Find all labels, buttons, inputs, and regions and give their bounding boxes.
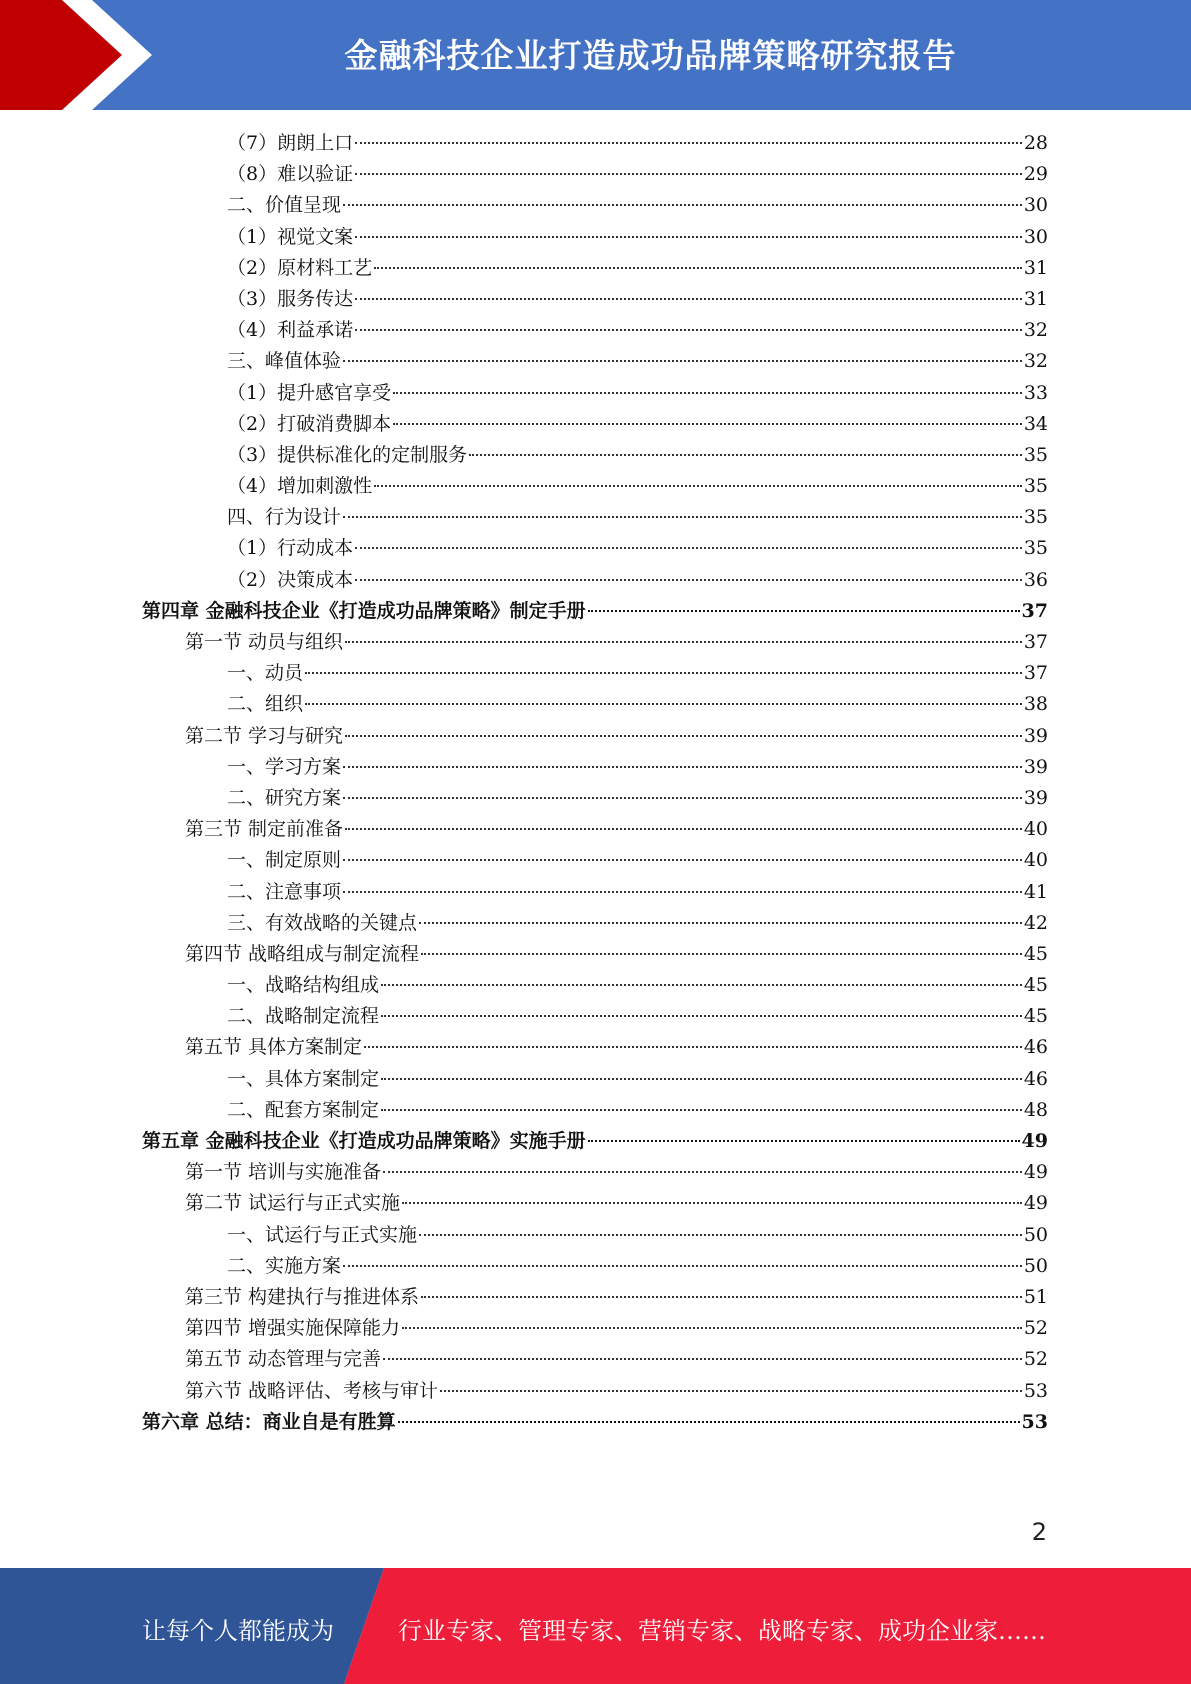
toc-entry-page: 38 — [1023, 693, 1048, 716]
toc-entry[interactable] — [142, 440, 1048, 471]
toc-entry[interactable] — [142, 658, 1048, 689]
toc-dot-leader — [343, 204, 1022, 206]
toc-entry[interactable] — [142, 721, 1048, 752]
toc-entry-label: （1）行动成本 — [227, 537, 354, 560]
toc-dot-leader — [374, 267, 1022, 269]
toc-entry-label: 第二节 试运行与正式实施 — [185, 1192, 401, 1215]
toc-dot-leader — [355, 579, 1022, 581]
toc-entry-page: 35 — [1023, 443, 1048, 466]
toc-entry-label: （7）朗朗上口 — [227, 132, 354, 154]
toc-dot-leader — [381, 1109, 1022, 1111]
toc-dot-leader — [469, 454, 1022, 456]
toc-entry-label: 一、具体方案制定 — [227, 1067, 380, 1090]
toc-dot-leader — [343, 797, 1022, 799]
toc-entry[interactable] — [142, 1313, 1048, 1344]
toc-entry-page: 30 — [1023, 225, 1048, 248]
toc-entry[interactable] — [142, 970, 1048, 1001]
toc-entry-page: 49 — [1021, 1130, 1048, 1152]
toc-entry[interactable] — [142, 845, 1048, 876]
toc-entry-page: 35 — [1023, 506, 1048, 529]
toc-entry-page: 31 — [1023, 256, 1048, 279]
toc-entry-label: 第五节 具体方案制定 — [185, 1036, 363, 1059]
toc-entry[interactable] — [142, 814, 1048, 845]
toc-entry[interactable] — [142, 284, 1048, 315]
toc-dot-leader — [588, 1140, 1020, 1142]
document-title: 金融科技企业打造成功品牌策略研究报告 — [344, 36, 957, 75]
toc-dot-leader — [345, 828, 1022, 830]
toc-entry[interactable] — [142, 1032, 1048, 1063]
toc-entry-page: 36 — [1023, 568, 1048, 591]
toc-entry[interactable] — [142, 1188, 1048, 1219]
toc-entry[interactable] — [142, 1251, 1048, 1282]
toc-entry-page: 51 — [1023, 1285, 1048, 1308]
toc-dot-leader — [343, 360, 1022, 362]
toc-dot-leader — [374, 485, 1022, 487]
toc-entry[interactable] — [142, 908, 1048, 939]
toc-dot-leader — [355, 547, 1022, 549]
toc-entry-page: 45 — [1023, 1005, 1048, 1028]
toc-entry[interactable] — [142, 1376, 1048, 1407]
toc-entry-label: 三、有效战略的关键点 — [227, 911, 418, 934]
toc-entry-page: 37 — [1023, 631, 1048, 653]
toc-entry-label: 二、配套方案制定 — [227, 1098, 380, 1121]
toc-dot-leader — [305, 672, 1022, 674]
toc-dot-leader — [355, 329, 1022, 331]
toc-entry-page: 28 — [1023, 132, 1048, 154]
toc-entry[interactable] — [142, 502, 1048, 533]
toc-dot-leader — [381, 1078, 1022, 1080]
toc-entry-page: 31 — [1023, 287, 1048, 310]
toc-entry-label: 第三节 构建执行与推进体系 — [185, 1285, 420, 1308]
toc-entry-label: 二、价值呈现 — [227, 194, 342, 217]
toc-dot-leader — [419, 1234, 1022, 1236]
toc-entry[interactable] — [142, 222, 1048, 253]
toc-entry[interactable] — [142, 1282, 1048, 1313]
toc-entry-page: 32 — [1023, 350, 1048, 373]
toc-entry-page: 39 — [1023, 786, 1048, 809]
toc-entry[interactable] — [142, 1064, 1048, 1095]
toc-entry-page: 40 — [1023, 849, 1048, 872]
toc-entry[interactable] — [142, 315, 1048, 346]
toc-entry-page: 45 — [1023, 974, 1048, 997]
toc-entry-label: 第四章 金融科技企业《打造成功品牌策略》制定手册 — [142, 599, 586, 622]
toc-entry-page: 52 — [1023, 1317, 1048, 1340]
toc-entry-page: 50 — [1023, 1223, 1048, 1246]
toc-entry[interactable] — [142, 346, 1048, 377]
toc-entry-label: 第四节 增强实施保障能力 — [185, 1317, 401, 1340]
toc-entry-label: 二、组织 — [227, 693, 304, 716]
toc-dot-leader — [343, 1265, 1022, 1267]
toc-entry[interactable] — [142, 190, 1048, 221]
toc-entry[interactable] — [142, 689, 1048, 720]
toc-dot-leader — [345, 735, 1022, 737]
toc-dot-leader — [393, 423, 1022, 425]
toc-entry-label: 二、注意事项 — [227, 880, 342, 903]
toc-entry-page: 39 — [1023, 755, 1048, 778]
toc-entry[interactable] — [142, 565, 1048, 596]
toc-entry-page: 37 — [1023, 662, 1048, 685]
toc-entry[interactable] — [142, 783, 1048, 814]
toc-entry-label: （4）利益承诺 — [227, 319, 354, 342]
toc-entry-label: 第五章 金融科技企业《打造成功品牌策略》实施手册 — [142, 1130, 586, 1152]
toc-entry-label: （3）提供标准化的定制服务 — [227, 443, 468, 466]
toc-entry-page: 52 — [1023, 1348, 1048, 1371]
toc-entry-label: 第二节 学习与研究 — [185, 724, 344, 747]
toc-entry-page: 49 — [1023, 1192, 1048, 1215]
toc-entry-page: 46 — [1023, 1036, 1048, 1059]
toc-entry-label: 第五节 动态管理与完善 — [185, 1348, 382, 1371]
toc-entry-page: 35 — [1023, 475, 1048, 498]
toc-entry-label: 一、动员 — [227, 662, 304, 685]
toc-entry-label: （1）视觉文案 — [227, 225, 354, 248]
toc-entry[interactable] — [142, 1344, 1048, 1375]
toc-entry-label: （4）增加刺激性 — [227, 475, 373, 498]
toc-entry-page: 49 — [1023, 1161, 1048, 1184]
toc-entry-page: 39 — [1023, 724, 1048, 747]
toc-entry[interactable] — [142, 533, 1048, 564]
toc-entry-label: （2）原材料工艺 — [227, 256, 373, 279]
toc-dot-leader — [343, 859, 1022, 861]
toc-entry-label: 一、学习方案 — [227, 755, 342, 778]
footer-slogan-right: 行业专家、管理专家、营销专家、战略专家、成功企业家…… — [398, 1617, 1046, 1645]
toc-entry-page: 40 — [1023, 818, 1048, 841]
page-footer — [0, 1568, 1191, 1684]
toc-entry-label: 一、制定原则 — [227, 849, 342, 872]
toc-entry-label: （2）打破消费脚本 — [227, 412, 392, 435]
page-header — [0, 0, 1191, 110]
toc-dot-leader — [402, 1327, 1022, 1329]
toc-dot-leader — [402, 1202, 1022, 1204]
toc-dot-leader — [419, 922, 1022, 924]
toc-entry-label: 一、试运行与正式实施 — [227, 1223, 418, 1246]
page-number: 2 — [1031, 1518, 1047, 1546]
toc-dot-leader — [343, 516, 1022, 518]
toc-entry-label: 第六章 总结：商业自是有胜算 — [142, 1410, 396, 1433]
toc-entry[interactable] — [142, 877, 1048, 908]
toc-entry[interactable] — [142, 471, 1048, 502]
toc-entry-page: 50 — [1023, 1254, 1048, 1277]
toc-entry-label: （2）决策成本 — [227, 568, 354, 591]
toc-entry-label: （3）服务传达 — [227, 287, 354, 310]
toc-entry-label: 二、战略制定流程 — [227, 1005, 380, 1028]
toc-entry-page: 32 — [1023, 319, 1048, 342]
toc-entry-label: 四、行为设计 — [227, 506, 342, 529]
footer-slogan-left: 让每个人都能成为 — [142, 1617, 334, 1645]
toc-dot-leader — [383, 1171, 1022, 1173]
toc-entry[interactable] — [142, 939, 1048, 970]
toc-entry-label: 第六节 战略评估、考核与审计 — [185, 1379, 439, 1402]
toc-dot-leader — [355, 142, 1022, 144]
toc-entry-page: 46 — [1023, 1067, 1048, 1090]
toc-dot-leader — [364, 1046, 1022, 1048]
toc-entry[interactable] — [142, 409, 1048, 440]
toc-dot-leader — [421, 953, 1022, 955]
toc-entry-page: 53 — [1023, 1379, 1048, 1402]
toc-entry-label: （1）提升感官享受 — [227, 381, 392, 404]
toc-entry[interactable] — [142, 752, 1048, 783]
toc-entry-label: 二、实施方案 — [227, 1254, 342, 1277]
toc-entry[interactable] — [142, 1407, 1048, 1438]
toc-dot-leader — [381, 984, 1022, 986]
toc-entry[interactable] — [142, 1001, 1048, 1032]
toc-entry-label: 三、峰值体验 — [227, 350, 342, 373]
toc-entry-page: 41 — [1023, 880, 1048, 903]
toc-dot-leader — [421, 1296, 1022, 1298]
toc-entry[interactable] — [142, 627, 1048, 658]
toc-dot-leader — [393, 392, 1022, 394]
toc-entry[interactable] — [142, 128, 1048, 159]
toc-dot-leader — [355, 298, 1022, 300]
toc-entry-page: 33 — [1023, 381, 1048, 404]
toc-entry-label: 第一节 培训与实施准备 — [185, 1161, 382, 1184]
toc-dot-leader — [383, 1358, 1022, 1360]
table-of-contents — [142, 128, 1048, 1438]
toc-entry-page: 45 — [1023, 942, 1048, 965]
toc-entry[interactable] — [142, 1126, 1048, 1157]
toc-dot-leader — [343, 891, 1022, 893]
toc-dot-leader — [398, 1421, 1020, 1423]
toc-dot-leader — [440, 1390, 1022, 1392]
toc-entry-label: 第一节 动员与组织 — [185, 631, 344, 653]
toc-entry[interactable] — [142, 1157, 1048, 1188]
toc-dot-leader — [345, 641, 1022, 643]
toc-entry-page: 30 — [1023, 194, 1048, 217]
toc-entry-page: 34 — [1023, 412, 1048, 435]
toc-entry-page: 35 — [1023, 537, 1048, 560]
toc-entry[interactable] — [142, 596, 1048, 627]
toc-entry-page: 42 — [1023, 911, 1048, 934]
toc-entry-page: 48 — [1023, 1098, 1048, 1121]
toc-entry[interactable] — [142, 253, 1048, 284]
toc-dot-leader — [305, 703, 1022, 705]
toc-entry-label: 第三节 制定前准备 — [185, 818, 344, 841]
toc-dot-leader — [588, 610, 1020, 612]
toc-dot-leader — [381, 1015, 1022, 1017]
toc-entry-label: 第四节 战略组成与制定流程 — [185, 942, 420, 965]
toc-entry-page: 37 — [1021, 599, 1048, 622]
toc-entry[interactable] — [142, 1095, 1048, 1126]
toc-entry[interactable] — [142, 378, 1048, 409]
toc-entry-page: 29 — [1023, 163, 1048, 186]
toc-entry-label: 一、战略结构组成 — [227, 974, 380, 997]
toc-entry-label: 二、研究方案 — [227, 786, 342, 809]
toc-entry[interactable] — [142, 159, 1048, 190]
toc-entry[interactable] — [142, 1220, 1048, 1251]
toc-dot-leader — [343, 766, 1022, 768]
toc-dot-leader — [355, 173, 1022, 175]
toc-entry-label: （8）难以验证 — [227, 163, 354, 186]
toc-dot-leader — [355, 236, 1022, 238]
toc-entry-page: 53 — [1021, 1410, 1048, 1433]
